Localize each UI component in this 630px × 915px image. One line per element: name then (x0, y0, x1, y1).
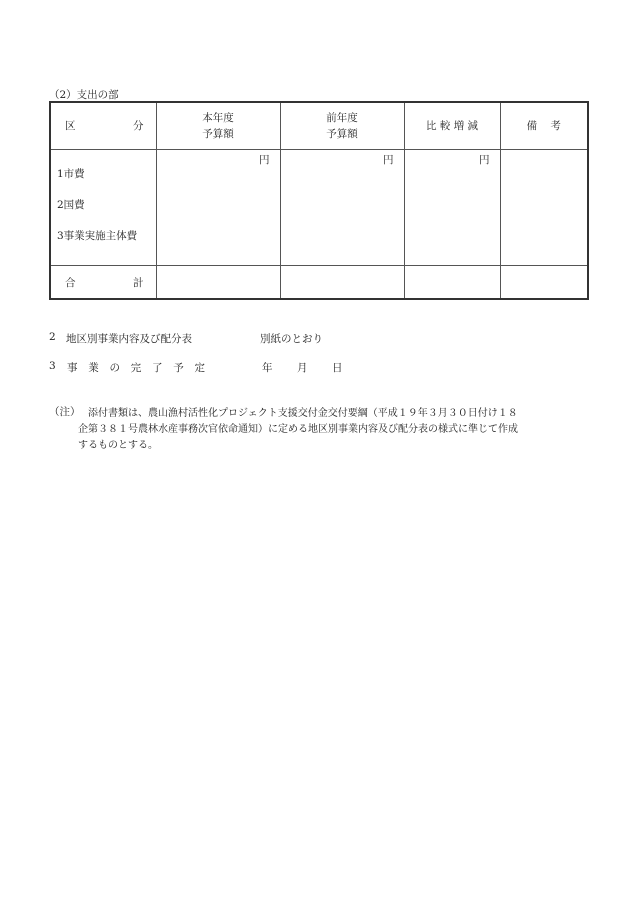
total-row (50, 266, 588, 300)
total-current-cell (156, 266, 280, 300)
header-current-budget (156, 102, 280, 150)
header-category (50, 102, 156, 150)
previous-budget-cell (280, 150, 404, 266)
header-comparison (404, 102, 500, 150)
comparison-cell (404, 150, 500, 266)
header-previous-budget (280, 102, 404, 150)
header-remarks-right: 考 (550, 120, 561, 132)
header-category-left: 区 (65, 120, 76, 132)
header-category-right: 分 (133, 120, 144, 132)
header-previous-line2: 予算額 (326, 128, 358, 140)
total-right: 計 (133, 276, 144, 289)
date-year: 年 (262, 362, 273, 374)
total-comparison-cell (404, 266, 500, 300)
item3-char: 了 (152, 362, 163, 374)
header-comparison-label: 比 較 増 減 (425, 120, 478, 132)
section-heading: （2）支出の部 (49, 89, 119, 101)
item3-char: 完 (130, 362, 142, 374)
item2-label: 地区別事業内容及び配分表 (66, 333, 192, 345)
item3-label (67, 360, 205, 375)
unit-yen: 円 (479, 154, 490, 166)
item3-char: 事 (67, 362, 78, 374)
header-current-line2: 予算額 (202, 128, 234, 140)
row-label-implementer: 3事業実施主体費 (57, 230, 138, 242)
table-header-row (50, 102, 588, 150)
total-remarks-cell (500, 266, 588, 300)
header-remarks (500, 102, 588, 150)
note-line-1: 添付書類は、農山漁村活性化プロジェクト支援交付金交付要綱（平成１９年３月３０日付け１８ (88, 408, 518, 419)
header-remarks-left: 備 (526, 120, 538, 132)
item3-char: 定 (194, 362, 205, 374)
item2-value: 別紙のとおり (260, 333, 323, 345)
note-line-3: するものとする。 (78, 440, 158, 451)
unit-yen: 円 (259, 154, 270, 166)
note-line-2: 企第３８１号農林水産事務次官依命通知）に定める地区別事業内容及び配分表の様式に準じて作成 (78, 424, 518, 435)
item3-char: 業 (88, 362, 99, 374)
item3-char: の (109, 362, 120, 374)
unit-yen: 円 (383, 154, 394, 166)
date-day: 日 (332, 362, 343, 374)
row-label-national: 2国費 (57, 199, 85, 211)
expenditure-table (49, 101, 589, 300)
table-row (50, 150, 588, 266)
total-left: 合 (65, 276, 76, 289)
total-previous-cell (280, 266, 404, 300)
remarks-cell (500, 150, 588, 266)
current-budget-cell (156, 150, 280, 266)
item3-number: 3 (49, 360, 56, 372)
row-label-city: 1市費 (57, 168, 85, 180)
item2-number: 2 (49, 331, 56, 343)
note-marker: （注） (49, 406, 81, 418)
item3-char: 予 (173, 362, 184, 374)
total-label-cell (50, 266, 156, 300)
category-cell (50, 150, 156, 266)
date-month: 月 (297, 362, 308, 374)
header-current-line1: 本年度 (202, 112, 234, 124)
header-previous-line1: 前年度 (326, 112, 358, 124)
